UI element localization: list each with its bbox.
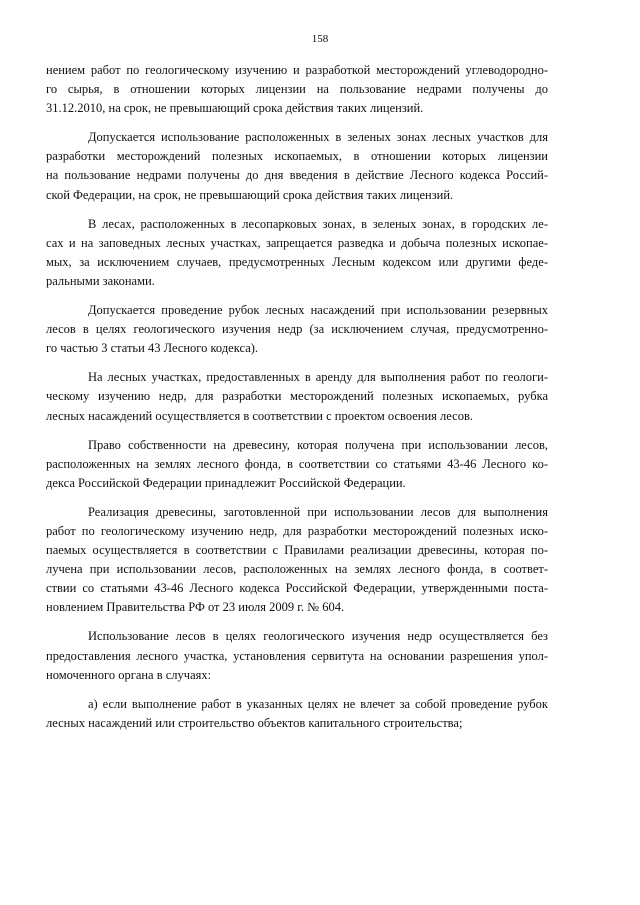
text-line: го сырья, в отношении которых лицензии на пользование недрами получены до	[46, 82, 548, 97]
text-line: Допускается использование расположенных в зеленых зонах лесных участков для	[88, 130, 548, 145]
paragraph	[46, 301, 548, 358]
text-line: лесных насаждений осуществляется в соответствии с проектом освоения лесов.	[46, 408, 473, 423]
text-line: 31.12.2010, на срок, не превышающий срока действия таких лицензий.	[46, 101, 424, 116]
text-line: сах и на заповедных лесных участках, запрещается разведка и добыча полезных ископае-	[46, 235, 548, 250]
paragraph	[46, 215, 548, 291]
text-line: ческому изучению недр, для разработки месторождений полезных ископаемых, рубка	[46, 389, 548, 404]
text-line: лесных насаждений или строительство объектов капитального строительства;	[46, 715, 463, 730]
text-line: расположенных на землях лесного фонда, в соответствии со статьями 43-46 Лесного ко-	[46, 456, 548, 471]
text-line: В лесах, расположенных в лесопарковых зонах, в зеленых зонах, в городских ле-	[88, 216, 548, 231]
text-line: Право собственности на древесину, которая получена при использовании лесов,	[88, 437, 548, 452]
text-line: на пользование недрами получены до дня введения в действие Лесного кодекса Россий-	[46, 168, 548, 183]
text-line: Реализация древесины, заготовленной при использовании лесов для выполнения	[88, 504, 548, 519]
paragraph	[46, 128, 548, 204]
paragraph	[46, 627, 548, 684]
text-line: ствии со статьями 43-46 Лесного кодекса Российской Федерации, утвержденными поста-	[46, 581, 548, 596]
text-line: работ по геологическому изучению недр, для разработки месторождений полезных иско-	[46, 523, 548, 538]
paragraph	[46, 503, 548, 618]
text-line: го частью 3 статьи 43 Лесного кодекса).	[46, 341, 259, 356]
text-line: декса Российской Федерации принадлежит Российской Федерации.	[46, 475, 406, 490]
paragraph	[46, 61, 548, 118]
paragraph	[46, 695, 548, 733]
text-line: лесов в целях геологического изучения недр (за исключением случая, предусмотренно-	[46, 322, 548, 337]
text-line: разработки месторождений полезных ископаемых, в отношении которых лицензии	[46, 149, 548, 164]
paragraph	[46, 368, 548, 425]
page-number: 158	[311, 33, 329, 45]
text-line: новлением Правительства РФ от 23 июля 2009 г. № 604.	[46, 600, 345, 615]
text-line: На лесных участках, предоставленных в аренду для выполнения работ по геологи-	[88, 370, 548, 385]
text-line: мых, за исключением случаев, предусмотренных Лесным кодексом или другими феде-	[46, 254, 548, 269]
text-line: Допускается проведение рубок лесных насаждений при использовании резервных	[88, 303, 548, 318]
document-body	[46, 61, 548, 743]
text-line: лучена при использовании лесов, расположенных на землях лесного фонда, в соответ-	[46, 562, 548, 577]
text-line: Использование лесов в целях геологического изучения недр осуществляется без	[88, 629, 548, 644]
text-line: а) если выполнение работ в указанных целях не влечет за собой проведение рубок	[88, 696, 548, 711]
text-line: паемых осуществляется в соответствии с Правилами реализации древесины, которая по-	[46, 543, 548, 558]
text-line: номоченного органа в случаях:	[46, 667, 212, 682]
text-line: ральными законами.	[46, 273, 155, 288]
text-line: нением работ по геологическому изучению и разработкой месторождений углеводородно-	[46, 63, 548, 77]
text-line: ской Федерации, на срок, не превышающий срока действия таких лицензий.	[46, 187, 454, 202]
paragraph	[46, 436, 548, 493]
text-line: предоставления лесного участка, установления сервитута на основании разрешения упол-	[46, 648, 548, 663]
